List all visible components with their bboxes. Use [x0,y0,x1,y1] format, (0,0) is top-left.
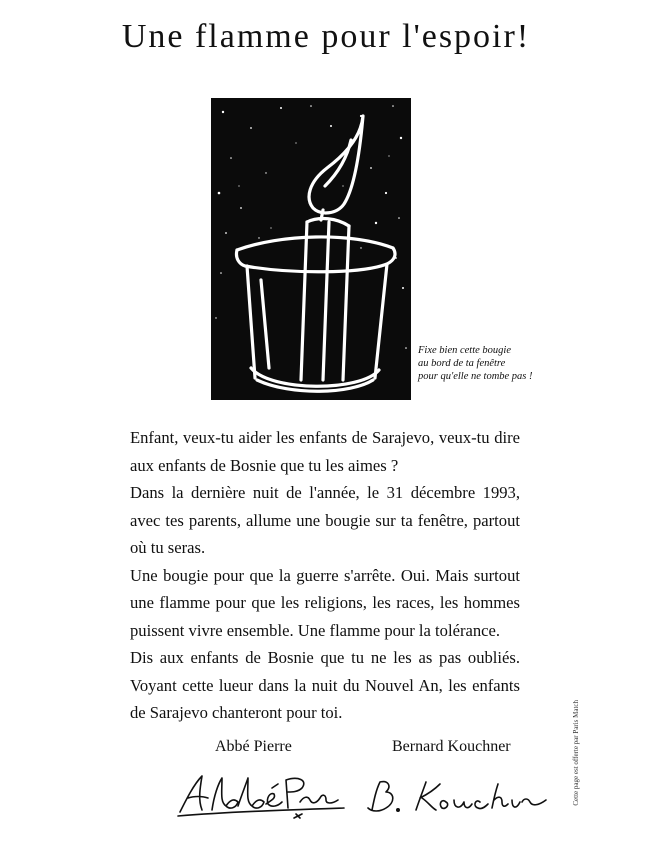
signature-bernard-kouchner [362,772,552,823]
caption-line: Fixe bien cette bougie [418,345,511,356]
appeal-text [130,424,520,727]
candle-illustration [211,98,411,400]
paragraph: Dans la dernière nuit de l'année, le 31 décembre 1993, avec tes parents, allume une bougie sur ta fenêtre, partout où tu seras. [130,483,520,557]
page-title: Une flamme pour l'espoir! [121,18,531,55]
stars [215,105,406,349]
illustration-caption [418,344,558,383]
sponsor-note [572,700,580,806]
paragraph: Une bougie pour que la guerre s'arrête. Oui. Mais surtout une flamme pour que les religions, les races, les hommes puissent vivre ensemble. Une flamme pour la tolérance. [130,565,520,640]
signatory-name-abbe-pierre: Abbé Pierre [215,738,292,755]
caption-line: pour qu'elle ne tombe pas ! [418,371,533,382]
paragraph: Enfant, veux-tu aider les enfants de Sarajevo, veux-tu dire aux enfants de Bosnie que tu les aimes ? [130,428,520,475]
signatory-name-bernard-kouchner: Bernard Kouchner [392,738,511,755]
caption-line: au bord de ta fenêtre [418,358,506,369]
sponsor-note-text: Cette page est offerte par Paris Match [572,700,580,806]
paragraph: Dis aux enfants de Bosnie que tu ne les as pas oubliés. Voyant cette lueur dans la nuit du Nouvel An, les enfants de Sarajevo chanteront pour toi. [130,648,520,722]
signature-abbe-pierre [176,770,346,825]
candle-icon [211,98,411,400]
